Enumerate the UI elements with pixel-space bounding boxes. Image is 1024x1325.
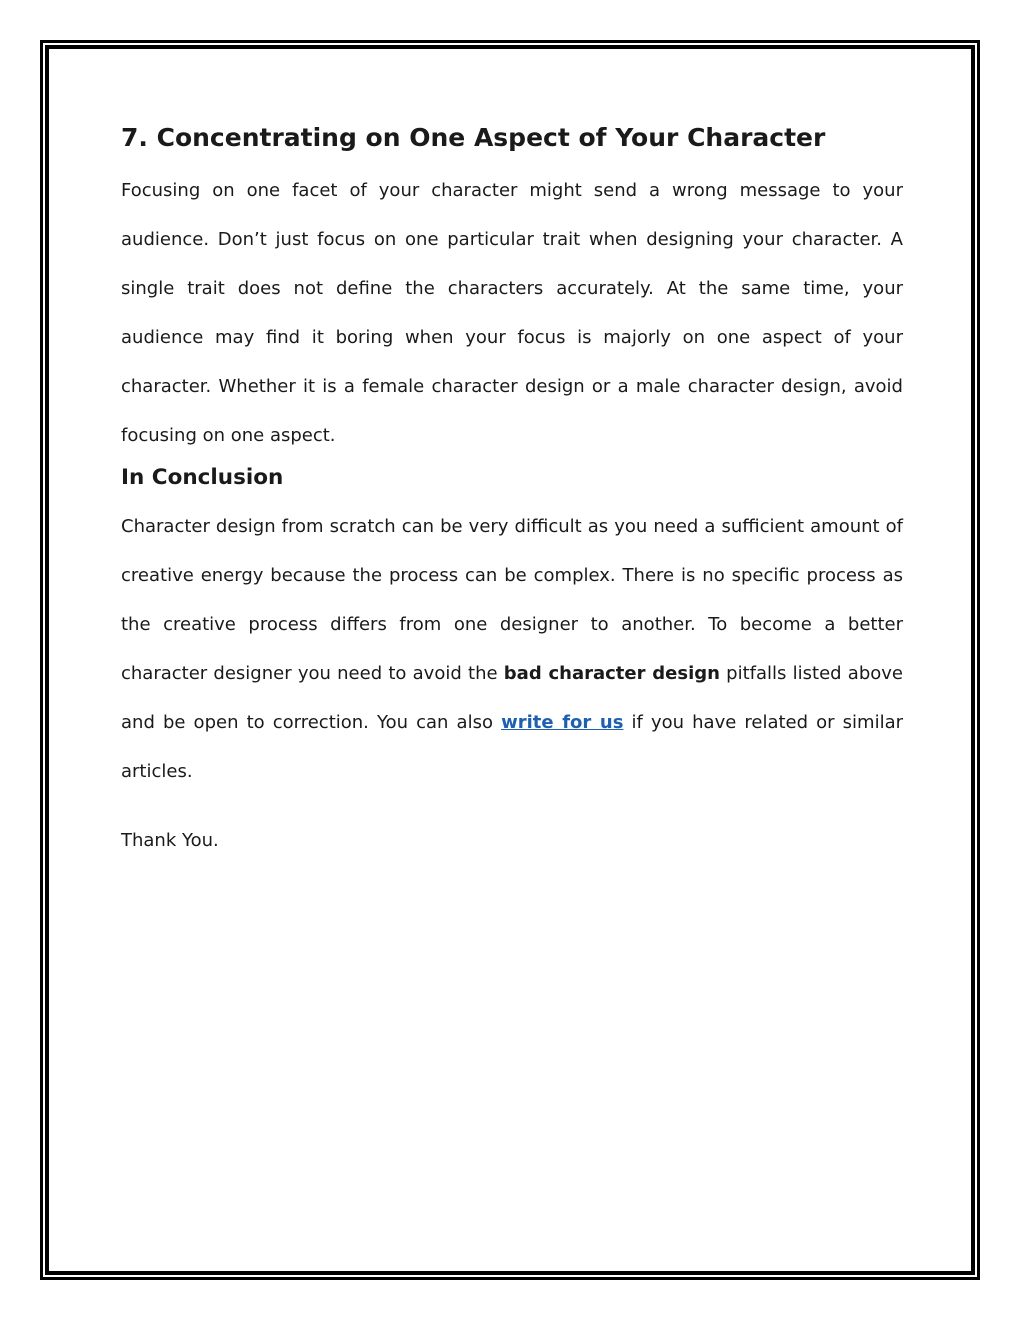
write-for-us-link[interactable]: write for us <box>501 712 624 733</box>
section-paragraph-concentrating: Focusing on one facet of your character might send a wrong message to your audience. Don’t just focus on one particular trait when designing your character. A single trait does not define the characters accurately. At the same time, your audience may find it boring when your focus is majorly on one aspect of your character. Whether it is a female character design or a male character design, avoid focusing on one aspect. <box>121 180 903 446</box>
conclusion-text-end: if you have related or similar articles. <box>121 712 903 782</box>
conclusion-text-middle: pitfalls listed above and be open to correction. You can also <box>121 663 903 733</box>
conclusion-text-start: Character design from scratch can be very difficult as you need a sufficient amount of creative energy because the process can be complex. There is no specific process as the creative process differs from one designer to another. To become a better character designer you need to avoid the <box>121 516 903 684</box>
section-heading-conclusion: In Conclusion <box>121 465 284 490</box>
thank-you-text: Thank You. <box>121 830 219 851</box>
document-content <box>121 117 903 883</box>
bold-phrase: bad character design <box>503 663 720 684</box>
section-heading-concentrating: 7. Concentrating on One Aspect of Your Character <box>121 123 826 152</box>
conclusion-paragraph <box>121 502 903 796</box>
